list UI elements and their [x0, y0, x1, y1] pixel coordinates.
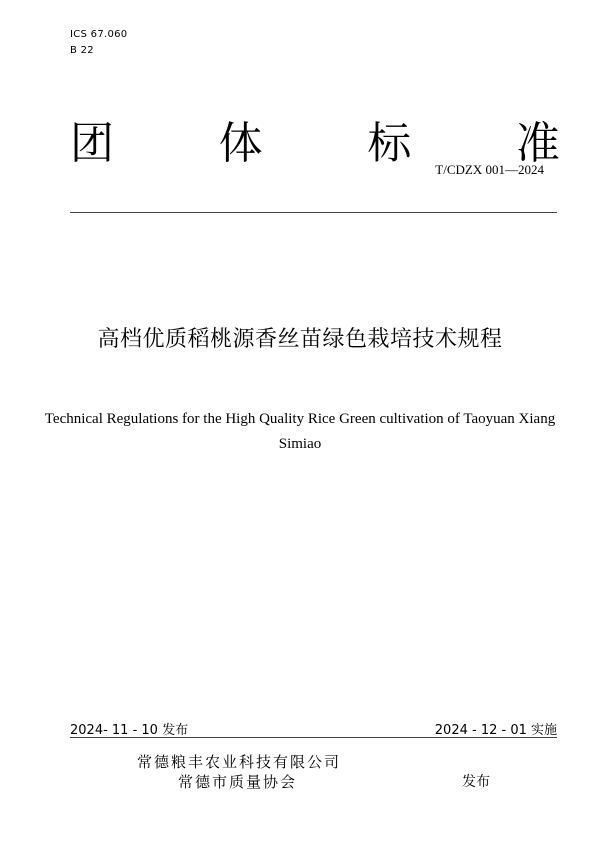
bottom-divider [70, 737, 557, 738]
top-divider [70, 212, 557, 213]
ics-number: ICS 67.060 [70, 29, 128, 40]
standard-type-char: 标 [367, 118, 412, 169]
standard-type-char: 体 [218, 118, 263, 169]
standard-type-char: 团 [70, 118, 114, 169]
title-english-line: Simiao [278, 436, 322, 452]
implementation-date: 2024 - 12 - 01 实施 [434, 723, 557, 738]
publisher-company: 常德粮丰农业科技有限公司 [137, 753, 342, 771]
standard-type-char: 准 [515, 118, 560, 169]
document-title-english [40, 407, 560, 457]
issue-date: 2024- 11 - 10 发布 [70, 723, 189, 738]
ccs-number: B 22 [70, 45, 94, 56]
publish-label: 发布 [462, 774, 490, 790]
title-english-line: Technical Regulations for the High Quality Rice Green cultivation of Taoyuan Xiang [44, 411, 556, 427]
document-title-chinese: 高档优质稻桃源香丝苗绿色栽培技术规程 [97, 327, 503, 352]
standard-code: T/CDZX 001—2024 [435, 162, 544, 177]
publisher-association: 常德市质量协会 [178, 773, 298, 791]
